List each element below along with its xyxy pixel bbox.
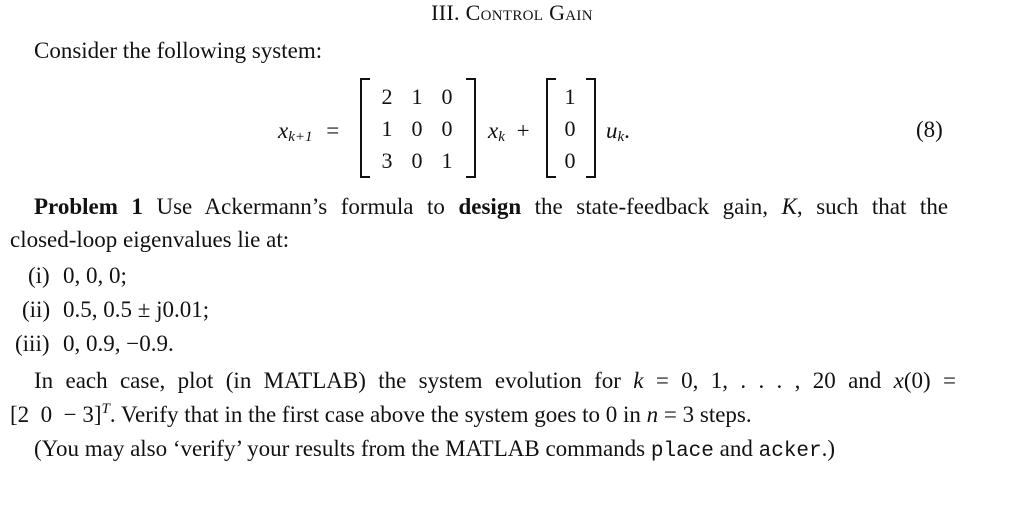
matlab-command-place: place <box>650 440 714 463</box>
x0-symbol: x <box>893 368 904 393</box>
problem-line-2: closed-loop eigenvalues lie at: <box>10 227 290 252</box>
matrix-b-left-bracket <box>546 78 556 178</box>
matrix-a-left-bracket <box>360 78 370 178</box>
para3-and: and <box>719 436 753 461</box>
para2-line-2 <box>10 402 752 428</box>
matrix-a-cell: 0 <box>441 84 453 109</box>
x-term <box>488 118 530 144</box>
para2-line-1 <box>34 368 956 394</box>
matrix-a-cell: 0 <box>441 116 453 141</box>
equation-number: (8) <box>916 117 943 142</box>
matrix-a-cell: 2 <box>381 84 393 109</box>
para2-text-d: . Verify that in the first case above the system goes to 0 in <box>109 402 641 427</box>
matrix-a-cell: 0 <box>411 148 423 173</box>
equation-period: . <box>624 118 630 143</box>
matrix-a-cell: 1 <box>411 84 423 109</box>
intro-text: Consider the following system: <box>34 38 323 63</box>
equals-sign: = <box>326 118 340 143</box>
x-variable: x <box>488 118 499 143</box>
section-title <box>0 0 1024 26</box>
para2-text-b: = 0, 1, . . . , 20 and <box>655 368 882 393</box>
initial-state-vector: [2 0 − 3] <box>10 402 102 427</box>
n-symbol: n <box>646 402 659 427</box>
u-term <box>606 118 630 144</box>
matrix-a <box>362 78 474 178</box>
problem-text-b: the state-feedback gain, <box>534 194 769 219</box>
gain-symbol: K <box>781 194 797 219</box>
plus-sign: + <box>516 118 530 143</box>
case-label: (i) <box>28 263 50 288</box>
lhs-subscript: k+1 <box>288 129 313 145</box>
case-label: (ii) <box>22 297 51 322</box>
matrix-b <box>548 78 594 178</box>
problem-label: Problem 1 <box>34 194 143 219</box>
para3-text-a: (You may also ‘verify’ your results from the MATLAB commands <box>34 436 646 461</box>
matrix-a-cell: 3 <box>381 148 393 173</box>
problem-text-c: , such that the <box>796 194 949 219</box>
problem-text-a: Use Ackermann’s formula to <box>156 194 445 219</box>
case-label: (iii) <box>15 331 50 356</box>
para2-text-a: In each case, plot (in MATLAB) the system evolution for <box>34 368 621 393</box>
matrix-b-cell: 1 <box>564 84 576 109</box>
case-value: 0.5, 0.5 ± j0.01; <box>63 297 210 322</box>
transpose-symbol: T <box>101 401 110 417</box>
lhs-term <box>278 118 339 144</box>
case-value: 0, 0.9, −0.9. <box>63 331 174 356</box>
section-heading: Control Gain <box>465 0 593 25</box>
matrix-a-cell: 1 <box>441 148 453 173</box>
matrix-a-cell: 0 <box>411 116 423 141</box>
matrix-a-right-bracket <box>466 78 476 178</box>
x-subscript: k <box>498 129 505 145</box>
para2-text-c: (0) = <box>903 368 956 393</box>
matrix-b-right-bracket <box>586 78 596 178</box>
problem-design-word: design <box>458 194 522 219</box>
para2-text-e: = 3 steps. <box>663 402 752 427</box>
matrix-a-cell: 1 <box>381 116 393 141</box>
matrix-b-cell: 0 <box>564 148 576 173</box>
u-subscript: k <box>617 129 625 145</box>
para3 <box>34 436 835 463</box>
problem-line-1 <box>34 194 948 220</box>
section-number: III. <box>431 0 460 25</box>
u-variable: u <box>606 118 618 143</box>
lhs-variable: x <box>278 118 289 143</box>
para3-text-b: .) <box>821 436 836 461</box>
case-value: 0, 0, 0; <box>63 263 127 288</box>
matlab-command-acker: acker <box>758 440 822 463</box>
matrix-b-cell: 0 <box>564 116 576 141</box>
k-symbol: k <box>633 368 644 393</box>
